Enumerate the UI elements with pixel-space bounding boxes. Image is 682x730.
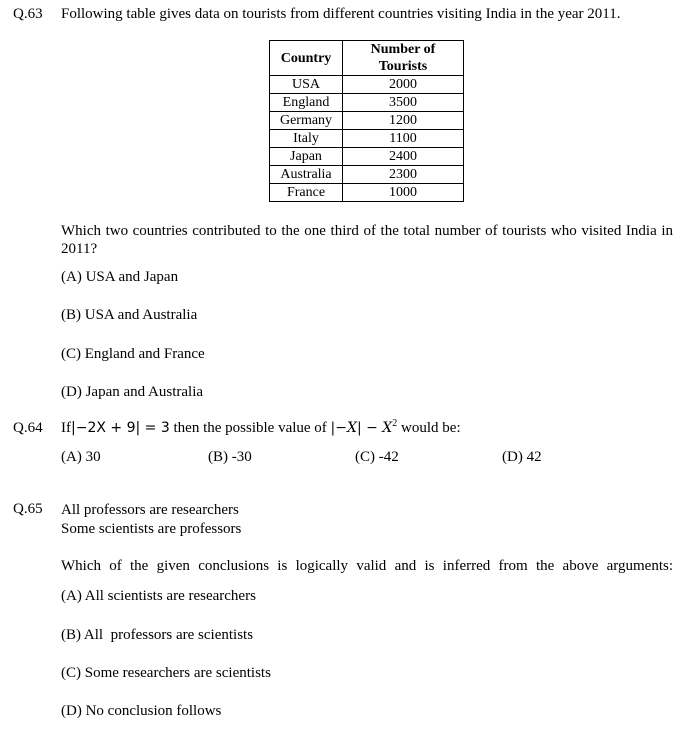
question-number-64: Q.64 bbox=[13, 420, 43, 436]
table-header-row bbox=[270, 41, 464, 76]
cell-country: England bbox=[270, 94, 343, 112]
header-tourists-line2: Tourists bbox=[378, 59, 428, 74]
cell-country: Japan bbox=[270, 148, 343, 166]
table-row bbox=[270, 112, 464, 130]
cell-country: Australia bbox=[270, 166, 343, 184]
q63-option-d[interactable]: (D) Japan and Australia bbox=[61, 384, 204, 400]
cell-tourists: 1100 bbox=[343, 130, 464, 148]
cell-tourists: 3500 bbox=[343, 94, 464, 112]
q63-option-a[interactable]: (A) USA and Japan bbox=[61, 269, 179, 285]
table-row bbox=[270, 166, 464, 184]
table-row bbox=[270, 130, 464, 148]
table-row bbox=[270, 94, 464, 112]
q65-option-d[interactable]: (D) No conclusion follows bbox=[61, 703, 222, 719]
q64-expression: |−X| − X bbox=[330, 420, 393, 436]
q64-middle: then the possible value of bbox=[169, 420, 331, 436]
question-number-63: Q.63 bbox=[13, 6, 43, 22]
q64-suffix: would be: bbox=[397, 420, 461, 436]
q64-prefix: If bbox=[61, 420, 71, 436]
q65-option-b[interactable]: (B) All professors are scientists bbox=[61, 627, 254, 643]
cell-tourists: 2000 bbox=[343, 76, 464, 94]
q63-question: Which two countries contributed to the one third of the total number of tourists who visited India in 2011? bbox=[61, 223, 673, 257]
q65-premise-2: Some scientists are professors bbox=[61, 521, 242, 537]
cell-tourists: 1000 bbox=[343, 184, 464, 202]
q63-option-b[interactable]: (B) USA and Australia bbox=[61, 307, 198, 323]
table-row bbox=[270, 148, 464, 166]
q64-exponent: 2 bbox=[392, 418, 398, 429]
q65-premise-1: All professors are researchers bbox=[61, 502, 239, 518]
cell-tourists: 1200 bbox=[343, 112, 464, 130]
cell-country: France bbox=[270, 184, 343, 202]
q64-option-b[interactable]: (B) -30 bbox=[208, 449, 252, 465]
q65-option-c[interactable]: (C) Some researchers are scientists bbox=[61, 665, 271, 681]
question-number-65: Q.65 bbox=[13, 501, 43, 517]
table-row bbox=[270, 184, 464, 202]
header-tourists-line1: Number of bbox=[370, 42, 436, 57]
q64-stem bbox=[61, 420, 461, 437]
q64-option-c[interactable]: (C) -42 bbox=[355, 449, 399, 465]
cell-tourists: 2400 bbox=[343, 148, 464, 166]
q63-stem: Following table gives data on tourists from different countries visiting India in the year 2011. bbox=[61, 6, 621, 22]
header-country: Country bbox=[270, 41, 343, 76]
q64-option-d[interactable]: (D) 42 bbox=[502, 449, 542, 465]
cell-country: Italy bbox=[270, 130, 343, 148]
cell-country: USA bbox=[270, 76, 343, 94]
q65-question: Which of the given conclusions is logically valid and is inferred from the above arguments: bbox=[61, 558, 673, 574]
table-row bbox=[270, 76, 464, 94]
header-tourists bbox=[343, 41, 464, 76]
cell-country: Germany bbox=[270, 112, 343, 130]
tourists-table bbox=[269, 40, 464, 202]
q65-option-a[interactable]: (A) All scientists are researchers bbox=[61, 588, 256, 604]
q63-option-c[interactable]: (C) England and France bbox=[61, 346, 205, 362]
q64-option-a[interactable]: (A) 30 bbox=[61, 449, 101, 465]
q64-equation: |−2X + 9| = 3 bbox=[71, 420, 170, 436]
cell-tourists: 2300 bbox=[343, 166, 464, 184]
